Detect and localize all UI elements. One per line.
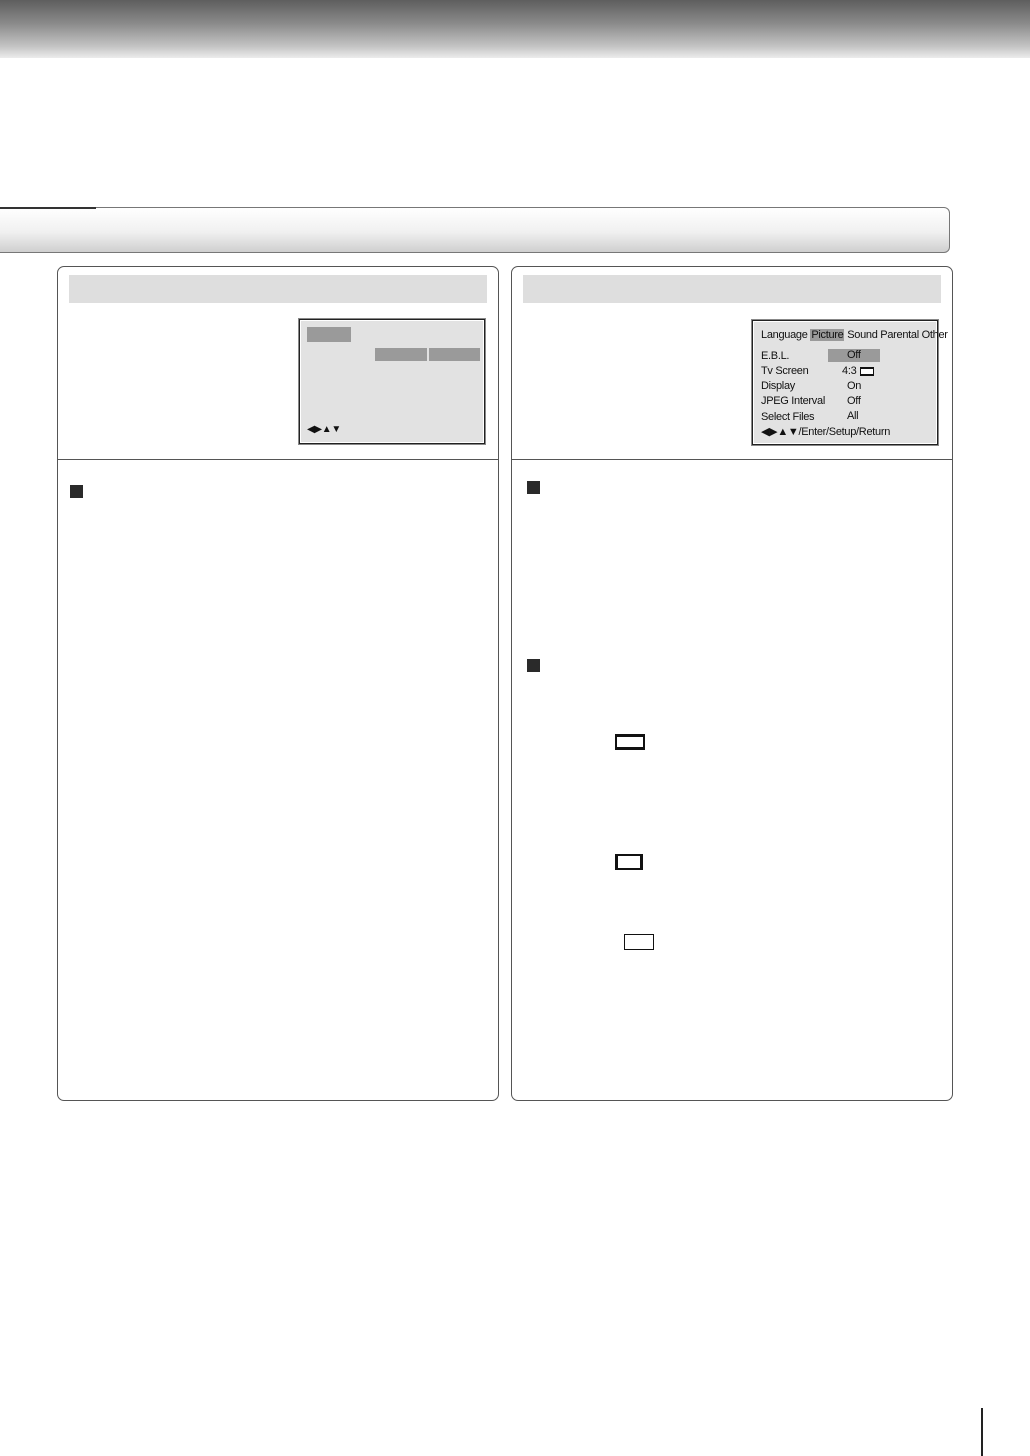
right-section-bullet-2 <box>527 659 540 672</box>
osd-row-label: Tv Screen <box>761 365 809 377</box>
wide-letterbox-icon <box>615 734 645 750</box>
section-title-accent <box>0 207 96 209</box>
page-number-rule <box>981 1408 983 1456</box>
right-osd-screen <box>752 320 948 445</box>
osd-nav-hint: ◀▶▲▼/Enter/Setup/Return <box>761 426 891 438</box>
osd-tab-other: Other <box>921 329 948 341</box>
letterbox-rectangle-icon <box>860 367 874 376</box>
left-section-bullet <box>70 485 83 498</box>
right-panel <box>511 266 953 1101</box>
left-panel-divider <box>58 459 498 460</box>
left-osd-option-highlight-1 <box>375 348 427 361</box>
osd-tab-language: Language <box>761 329 808 341</box>
osd-row-value: All <box>847 410 859 422</box>
left-osd-screen <box>299 319 485 444</box>
section-title-bar <box>0 207 950 253</box>
osd-row-value: On <box>847 380 862 392</box>
osd-row-value: Off <box>847 349 861 361</box>
standard-4-3-icon <box>624 934 654 950</box>
osd-row-label: Select Files <box>761 411 815 423</box>
right-section-bullet-1 <box>527 481 540 494</box>
osd-tab-picture: Picture <box>811 329 844 341</box>
osd-row-label: JPEG Interval <box>761 395 825 407</box>
left-panel-header <box>69 275 487 303</box>
pan-scan-icon <box>615 854 643 870</box>
osd-row-label: Display <box>761 380 795 392</box>
top-header-band <box>0 0 1030 58</box>
osd-tab-row <box>761 329 948 341</box>
osd-row-value: Off <box>847 395 861 407</box>
left-osd-nav-arrows: ◀▶▲▼ <box>307 424 341 435</box>
right-panel-header <box>523 275 941 303</box>
osd-tab-sound: Sound <box>847 329 878 341</box>
left-osd-tab-highlight <box>307 327 351 342</box>
left-osd-option-highlight-2 <box>429 348 480 361</box>
right-panel-divider <box>512 459 952 460</box>
osd-row-label: E.B.L. <box>761 350 790 362</box>
osd-row-value: 4:3 <box>842 365 857 377</box>
osd-tab-parental: Parental <box>880 329 919 341</box>
left-panel <box>57 266 499 1101</box>
